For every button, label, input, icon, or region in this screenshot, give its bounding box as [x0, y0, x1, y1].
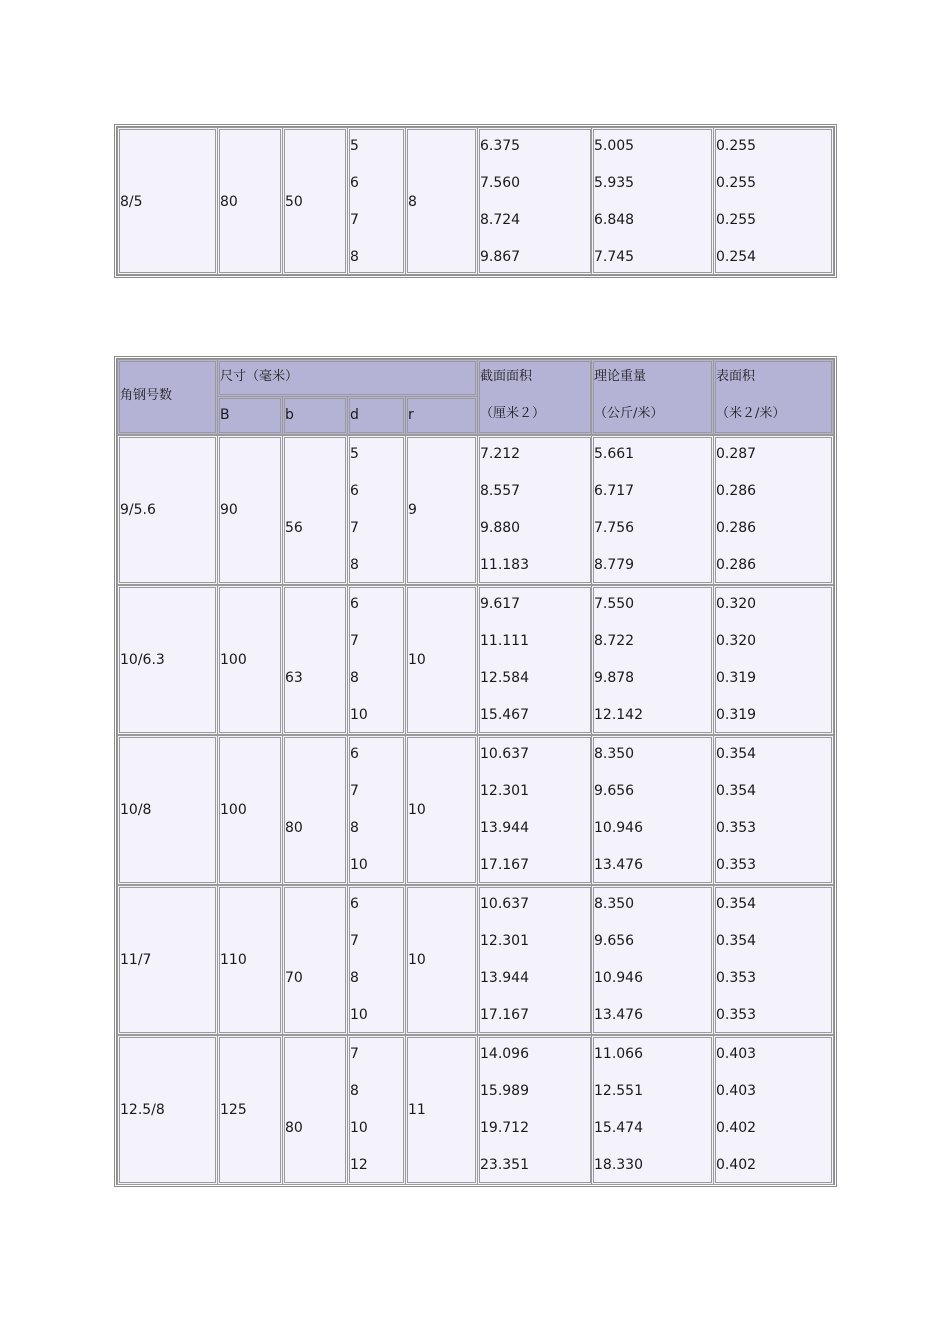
header-label: 尺寸（毫米）: [220, 369, 299, 384]
header-size-group: [217, 359, 478, 397]
size-B: 90: [220, 502, 238, 518]
header-surface: [713, 359, 834, 435]
header-label: 理论重量: [594, 369, 647, 384]
area-value: 10.637: [480, 746, 529, 762]
area-value-cell: [477, 585, 593, 735]
surface-value-cell: [713, 585, 834, 735]
area-value: 8.724: [480, 212, 521, 228]
area-value: 11.183: [480, 557, 529, 573]
surface-value: 0.354: [716, 896, 757, 912]
size-d: 5: [350, 138, 359, 154]
surface-value: 0.254: [716, 249, 757, 265]
header-size-b: [282, 396, 348, 435]
size-d-cell: [347, 885, 406, 1035]
surface-value: 0.255: [716, 212, 757, 228]
weight-value: 10.946: [594, 970, 643, 986]
size-r: 10: [408, 802, 426, 818]
area-value: 13.944: [480, 970, 529, 986]
area-value: 13.944: [480, 820, 529, 836]
surface-value: 0.319: [716, 707, 757, 723]
surface-value-cell: [713, 1035, 834, 1185]
weight-value: 8.779: [594, 557, 635, 573]
size-b: 63: [285, 670, 303, 686]
surface-value: 0.255: [716, 175, 757, 191]
size-r: 9: [408, 502, 417, 518]
area-value: 12.584: [480, 670, 529, 686]
weight-value: 11.066: [594, 1046, 643, 1062]
size-b: 80: [285, 820, 303, 836]
weight-value: 8.350: [594, 746, 635, 762]
steel-number-cell: [117, 1035, 218, 1185]
table-row: [117, 127, 834, 275]
header-label: b: [285, 407, 294, 423]
size-d: 6: [350, 175, 359, 191]
surface-value: 0.320: [716, 633, 757, 649]
size-d: 6: [350, 596, 359, 612]
steel-number: 10/8: [120, 802, 152, 818]
area-value-cell: [477, 1035, 593, 1185]
size-d: 10: [350, 857, 368, 873]
surface-value: 0.353: [716, 1007, 757, 1023]
weight-value: 13.476: [594, 1007, 643, 1023]
weight-value: 6.717: [594, 483, 635, 499]
size-r-cell: [405, 435, 478, 585]
size-B-cell: [217, 127, 283, 275]
weight-value: 8.722: [594, 633, 635, 649]
weight-value-cell: [591, 435, 714, 585]
size-d: 7: [350, 783, 359, 799]
size-d-cell: [347, 435, 406, 585]
area-value: 19.712: [480, 1120, 529, 1136]
size-b-cell: [282, 585, 348, 735]
size-b-cell: [282, 735, 348, 885]
size-r-cell: [405, 885, 478, 1035]
size-B: 125: [220, 1102, 247, 1118]
surface-value: 0.403: [716, 1046, 757, 1062]
table-header: [117, 359, 834, 435]
table-row: [117, 585, 834, 735]
surface-value: 0.255: [716, 138, 757, 154]
header-label: 角钢号数: [120, 388, 173, 403]
weight-cell: [591, 127, 714, 275]
size-b: 56: [285, 520, 303, 536]
weight-value-cell: [591, 1035, 714, 1185]
weight-value: 6.848: [594, 212, 635, 228]
steel-number-cell: [117, 585, 218, 735]
header-label: r: [408, 407, 414, 423]
steel-number: 11/7: [120, 952, 152, 968]
steel-number: 8/5: [120, 194, 143, 210]
size-r: 10: [408, 652, 426, 668]
surface-value: 0.353: [716, 970, 757, 986]
header-steel-number: [117, 359, 218, 435]
weight-value-cell: [591, 585, 714, 735]
surface-value-cell: [713, 885, 834, 1035]
area-value: 14.096: [480, 1046, 529, 1062]
header-label: 表面积: [716, 369, 756, 384]
surface-value: 0.354: [716, 933, 757, 949]
header-size-r: [405, 396, 478, 435]
area-value: 12.301: [480, 783, 529, 799]
header-unit: （公斤/米）: [594, 406, 664, 421]
area-value: 9.867: [480, 249, 521, 265]
steel-number-cell: [117, 435, 218, 585]
size-r-cell: [405, 585, 478, 735]
size-B: 110: [220, 952, 247, 968]
header-label: B: [220, 407, 230, 423]
size-b: 50: [285, 194, 303, 210]
header-size-B: [217, 396, 283, 435]
size-d: 10: [350, 1120, 368, 1136]
size-b-cell: [282, 1035, 348, 1185]
weight-value: 9.656: [594, 783, 635, 799]
size-B-cell: [217, 735, 283, 885]
size-d-cell: [347, 585, 406, 735]
surface-value: 0.286: [716, 557, 757, 573]
area-value: 9.617: [480, 596, 521, 612]
weight-value: 5.005: [594, 138, 635, 154]
area-cell: [477, 127, 593, 275]
surface-value: 0.353: [716, 857, 757, 873]
size-d-cell: [347, 735, 406, 885]
weight-value: 10.946: [594, 820, 643, 836]
weight-value: 7.550: [594, 596, 635, 612]
area-value: 11.111: [480, 633, 529, 649]
area-value: 17.167: [480, 857, 529, 873]
steel-number-cell: [117, 735, 218, 885]
weight-value: 5.661: [594, 446, 635, 462]
size-b-cell: [282, 435, 348, 585]
surface-value-cell: [713, 435, 834, 585]
area-value: 17.167: [480, 1007, 529, 1023]
area-value-cell: [477, 435, 593, 585]
angle-steel-table-continued: [114, 124, 837, 278]
size-b: 80: [285, 1120, 303, 1136]
size-d: 7: [350, 933, 359, 949]
size-B-cell: [217, 585, 283, 735]
surface-value: 0.402: [716, 1157, 757, 1173]
area-value: 7.212: [480, 446, 521, 462]
header-label: d: [350, 407, 359, 423]
size-d: 10: [350, 1007, 368, 1023]
size-d: 10: [350, 707, 368, 723]
size-d: 8: [350, 557, 359, 573]
surface-cell: [713, 127, 834, 275]
surface-value: 0.286: [716, 520, 757, 536]
size-B: 80: [220, 194, 238, 210]
weight-value: 9.656: [594, 933, 635, 949]
size-b-cell: [282, 127, 348, 275]
weight-value: 5.935: [594, 175, 635, 191]
size-r: 11: [408, 1102, 426, 1118]
area-value: 7.560: [480, 175, 521, 191]
weight-value: 7.745: [594, 249, 635, 265]
steel-number: 9/5.6: [120, 502, 156, 518]
surface-value: 0.319: [716, 670, 757, 686]
header-size-d: [347, 396, 406, 435]
size-d: 7: [350, 633, 359, 649]
area-value: 9.880: [480, 520, 521, 536]
size-b-cell: [282, 885, 348, 1035]
size-d: 8: [350, 1083, 359, 1099]
header-label: 截面面积: [480, 369, 533, 384]
area-value-cell: [477, 735, 593, 885]
area-value: 23.351: [480, 1157, 529, 1173]
weight-value: 12.142: [594, 707, 643, 723]
surface-value: 0.403: [716, 1083, 757, 1099]
area-value: 10.637: [480, 896, 529, 912]
area-value: 15.467: [480, 707, 529, 723]
size-d: 12: [350, 1157, 368, 1173]
area-value: 8.557: [480, 483, 521, 499]
weight-value: 15.474: [594, 1120, 643, 1136]
weight-value: 9.878: [594, 670, 635, 686]
size-d: 8: [350, 670, 359, 686]
weight-value: 8.350: [594, 896, 635, 912]
weight-value: 7.756: [594, 520, 635, 536]
table-row: [117, 885, 834, 1035]
size-d: 8: [350, 249, 359, 265]
size-B-cell: [217, 885, 283, 1035]
surface-value: 0.402: [716, 1120, 757, 1136]
size-d: 6: [350, 746, 359, 762]
weight-value: 13.476: [594, 857, 643, 873]
size-d: 6: [350, 896, 359, 912]
size-d: 6: [350, 483, 359, 499]
surface-value: 0.287: [716, 446, 757, 462]
size-r-cell: [405, 127, 478, 275]
size-d: 8: [350, 970, 359, 986]
table-row: [117, 1035, 834, 1185]
size-b: 70: [285, 970, 303, 986]
surface-value: 0.286: [716, 483, 757, 499]
size-r: 8: [408, 194, 417, 210]
steel-number: 12.5/8: [120, 1102, 165, 1118]
surface-value: 0.353: [716, 820, 757, 836]
header-area: [477, 359, 593, 435]
size-B: 100: [220, 802, 247, 818]
weight-value-cell: [591, 885, 714, 1035]
steel-number-cell: [117, 127, 218, 275]
steel-number-cell: [117, 885, 218, 1035]
weight-value: 12.551: [594, 1083, 643, 1099]
size-d-cell: [347, 1035, 406, 1185]
area-value: 12.301: [480, 933, 529, 949]
size-d-cell: [347, 127, 406, 275]
table-row: [117, 435, 834, 585]
size-d: 8: [350, 820, 359, 836]
size-d: 5: [350, 446, 359, 462]
size-B-cell: [217, 435, 283, 585]
area-value: 6.375: [480, 138, 521, 154]
area-value: 15.989: [480, 1083, 529, 1099]
header-unit: （厘米２）: [480, 406, 546, 421]
area-value-cell: [477, 885, 593, 1035]
surface-value-cell: [713, 735, 834, 885]
header-unit: （米２/米）: [716, 406, 786, 421]
size-r-cell: [405, 735, 478, 885]
weight-value-cell: [591, 735, 714, 885]
size-d: 7: [350, 1046, 359, 1062]
angle-steel-table: [114, 356, 837, 1187]
size-d: 7: [350, 520, 359, 536]
surface-value: 0.354: [716, 783, 757, 799]
size-r-cell: [405, 1035, 478, 1185]
steel-number: 10/6.3: [120, 652, 165, 668]
header-weight: [591, 359, 714, 435]
surface-value: 0.354: [716, 746, 757, 762]
size-d: 7: [350, 212, 359, 228]
table-row: [117, 735, 834, 885]
weight-value: 18.330: [594, 1157, 643, 1173]
size-B: 100: [220, 652, 247, 668]
size-r: 10: [408, 952, 426, 968]
size-B-cell: [217, 1035, 283, 1185]
surface-value: 0.320: [716, 596, 757, 612]
